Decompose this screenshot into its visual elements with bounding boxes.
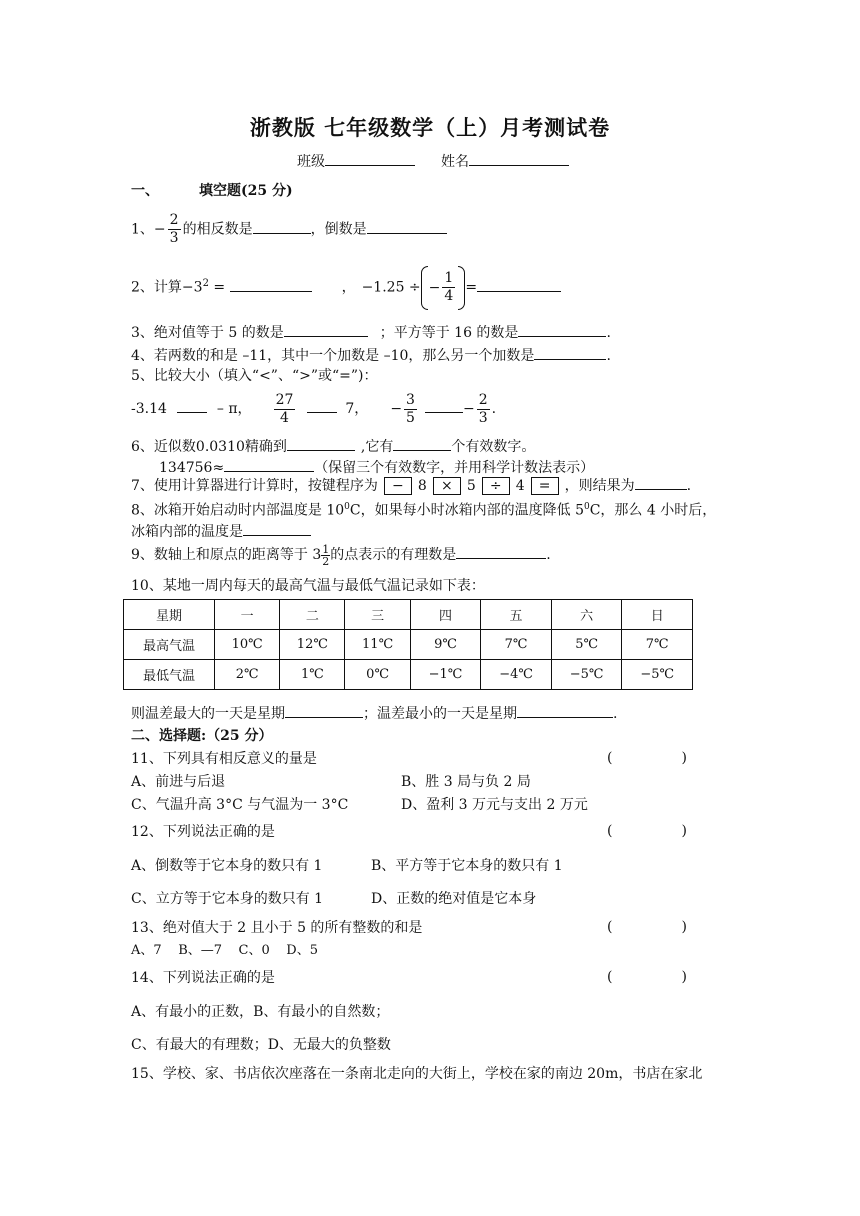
- answer-parens[interactable]: ( ): [607, 969, 687, 985]
- page-title: 浙教版 七年级数学（上）月考测试卷: [249, 115, 611, 140]
- name-blank[interactable]: [469, 151, 569, 166]
- temperature-table: [123, 599, 693, 690]
- question-8-line2: 冰箱内部的温度是: [131, 521, 311, 541]
- option-a[interactable]: A、前进与后退: [131, 774, 226, 790]
- question-14: 14、下列说法正确的是: [131, 970, 275, 986]
- answer-blank[interactable]: [253, 219, 311, 234]
- equals-key: =: [531, 477, 559, 495]
- name-field: [441, 151, 569, 171]
- name-label: 姓名: [441, 154, 469, 170]
- answer-blank[interactable]: [477, 277, 561, 292]
- question-5: 5、比较大小（填入“<”、“>”或“=”)：: [131, 368, 378, 384]
- question-15: 15、学校、家、书店依次座落在一条南北走向的大街上，学校在家的南边 20m，书店在家北: [131, 1066, 703, 1082]
- section1-title: 填空题(25 分): [199, 183, 293, 199]
- parenthesis: − $\frac{1}{4}$: [421, 266, 466, 310]
- question-5-items: -3.14 – π， $\frac{27}{4}$ 7， − $\frac{3}{5}$ − $\frac{2}{3}$ .: [131, 391, 497, 426]
- question-2: 2、计算$-3^2$ = ， −1.25 ÷ − $\frac{1}{4}$ =: [131, 262, 561, 310]
- question-12: 12、下列说法正确的是: [131, 824, 275, 840]
- table-row: 最高气温 10℃ 12℃ 11℃ 9℃ 7℃ 5℃ 7℃: [124, 630, 693, 660]
- option-d[interactable]: D、正数的绝对值是它本身: [371, 891, 537, 907]
- table-row: 最低气温 2℃ 1℃ 0℃ −1℃ −4℃ −5℃ −5℃: [124, 660, 693, 690]
- option-a[interactable]: A、倒数等于它本身的数只有 1: [131, 858, 323, 874]
- question-1: 1、− $\frac{2}{3}$ 的相反数是 ，倒数是: [131, 212, 447, 247]
- answer-blank[interactable]: [425, 398, 463, 413]
- answer-blank[interactable]: [518, 322, 606, 337]
- option-cd[interactable]: C、有最大的有理数；D、无最大的负整数: [131, 1037, 391, 1053]
- option-c[interactable]: C、立方等于它本身的数只有 1: [131, 891, 324, 907]
- minus-key: −: [384, 477, 412, 495]
- question-4: 4、若两数的和是 –11，其中一个加数是 –10，那么另一个加数是 .: [131, 345, 611, 365]
- class-label: 班级: [297, 154, 325, 170]
- answer-blank[interactable]: [534, 345, 606, 360]
- answer-blank[interactable]: [285, 703, 363, 718]
- question-7: 7、使用计算器进行计算时，按键程序为 − 8 × 5 ÷ 4 = ，则结果为 .: [131, 475, 691, 497]
- divide-key: ÷: [482, 477, 510, 495]
- class-blank[interactable]: [325, 151, 415, 166]
- answer-blank[interactable]: [284, 322, 368, 337]
- question-10-tail: 则温差最大的一天是星期 ；温差最小的一天是星期 .: [131, 703, 617, 723]
- question-8: 8、冰箱开始启动时内部温度是 $10^0C$，如果每小时冰箱内部的温度降低 $5^0C$，那么 4 小时后，: [131, 502, 717, 519]
- answer-blank[interactable]: [177, 398, 207, 413]
- answer-blank[interactable]: [243, 521, 311, 536]
- answer-blank[interactable]: [367, 219, 447, 234]
- option-c[interactable]: C、气温升高 3°C 与气温为一 3°C: [131, 797, 349, 813]
- answer-blank[interactable]: [635, 475, 687, 490]
- option-b[interactable]: B、胜 3 局与负 2 局: [401, 774, 531, 790]
- answer-parens[interactable]: ( ): [607, 919, 687, 935]
- option-d[interactable]: D、盈利 3 万元与支出 2 万元: [401, 797, 588, 813]
- question-10: 10、某地一周内每天的最高气温与最低气温记录如下表：: [131, 578, 485, 594]
- answer-parens[interactable]: ( ): [607, 823, 687, 839]
- section1-heading: [131, 182, 293, 200]
- question-9: 9、数轴上和原点的距离等于 3 $\frac{1}{2}$ 的点表示的有理数是 .: [131, 542, 551, 568]
- question-13: 13、绝对值大于 2 且小于 5 的所有整数的和是: [131, 920, 423, 936]
- multiply-key: ×: [433, 477, 461, 495]
- answer-blank[interactable]: [224, 457, 314, 472]
- question-13-options[interactable]: A、7 B、—7 C、0 D、5: [131, 943, 318, 958]
- answer-blank[interactable]: [230, 277, 312, 292]
- question-6b: 134756≈ （保留三个有效数字，并用科学计数法表示）: [159, 457, 594, 477]
- question-3: 3、绝对值等于 5 的数是 ；平方等于 16 的数是 .: [131, 322, 611, 342]
- question-6: 6、近似数0.0310精确到 ,它有 个有效数字。: [131, 436, 535, 456]
- section2-heading: 二、选择题:（25 分）: [131, 728, 273, 744]
- class-field: [297, 151, 415, 171]
- option-ab[interactable]: A、有最小的正数，B、有最小的自然数；: [131, 1004, 390, 1020]
- question-11: 11、下列具有相反意义的量是: [131, 751, 317, 767]
- answer-blank[interactable]: [456, 544, 546, 559]
- answer-parens[interactable]: ( ): [607, 750, 687, 766]
- answer-blank[interactable]: [287, 436, 355, 451]
- option-b[interactable]: B、平方等于它本身的数只有 1: [371, 858, 563, 874]
- table-header-row: 星期 一 二 三 四 五 六 日: [124, 600, 693, 630]
- answer-blank[interactable]: [307, 398, 337, 413]
- section1-number: 一、: [131, 183, 159, 199]
- fraction: $\frac{2}{3}$: [169, 212, 179, 246]
- answer-blank[interactable]: [517, 703, 613, 718]
- answer-blank[interactable]: [393, 436, 451, 451]
